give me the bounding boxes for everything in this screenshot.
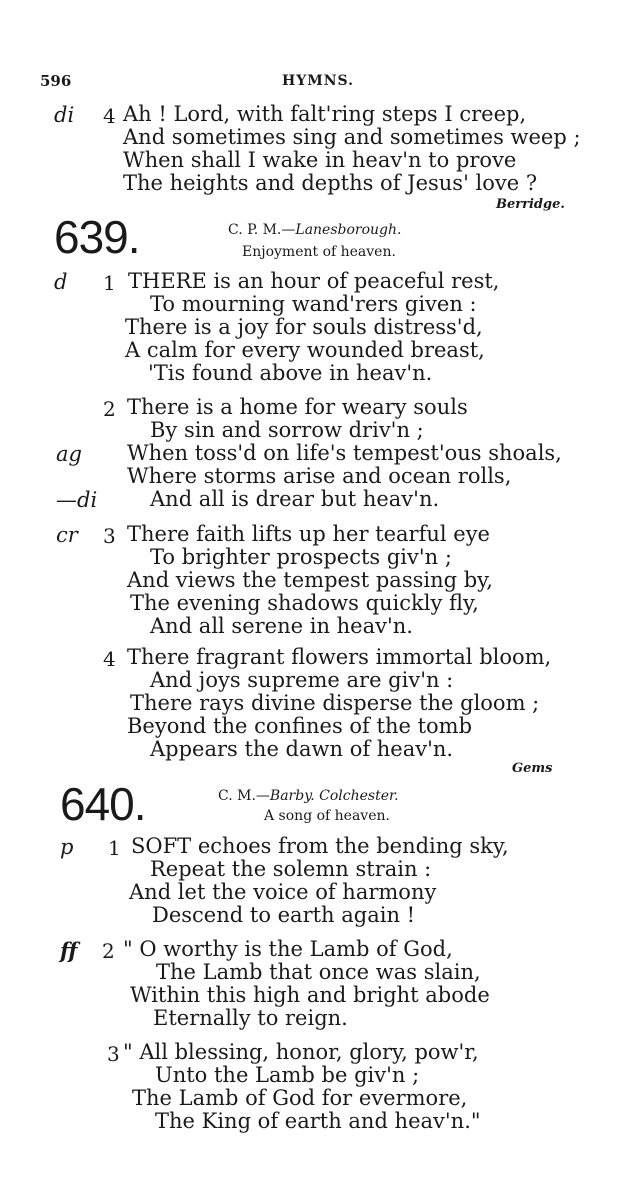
author-attribution: Gems (512, 761, 553, 776)
verse-line: There is a home for weary souls (127, 395, 468, 419)
verse-line: There fragrant flowers immortal bloom, (127, 645, 552, 669)
hymn-meter (218, 788, 399, 804)
verse-line: Repeat the solemn strain : (150, 857, 432, 881)
verse-line: By sin and sorrow driv'n ; (150, 418, 424, 442)
dynamic-mark: d (54, 270, 68, 294)
verse-line: SOFT echoes from the bending sky, (131, 834, 509, 858)
dynamic-mark: ff (60, 938, 78, 963)
verse-number: 2 (102, 939, 115, 963)
verse-line: " O worthy is the Lamb of God, (123, 937, 453, 961)
verse-number: 4 (103, 104, 116, 128)
verse-line: Unto the Lamb be giv'n ; (155, 1063, 420, 1087)
author-attribution: Berridge. (496, 197, 565, 212)
hymn-number: 640. (60, 778, 146, 830)
hymn-meter (228, 222, 401, 238)
verse-number: 3 (107, 1042, 120, 1066)
verse-number: 3 (103, 524, 116, 548)
tune-name: Barby. Colchester. (269, 788, 399, 804)
meter-text: C. M.— (218, 788, 270, 804)
verse-line: The King of earth and heav'n." (155, 1109, 481, 1133)
verse-line: And all serene in heav'n. (150, 614, 413, 638)
verse-line: To brighter prospects giv'n ; (150, 545, 452, 569)
verse-line: " All blessing, honor, glory, pow'r, (123, 1040, 479, 1064)
verse-line: The Lamb of God for evermore, (132, 1086, 468, 1110)
verse-number: 1 (108, 836, 121, 860)
verse-number: 1 (103, 271, 116, 295)
verse-line: And let the voice of harmony (129, 880, 437, 904)
verse-line: When toss'd on life's tempest'ous shoals, (127, 441, 562, 465)
verse-line: Eternally to reign. (153, 1006, 348, 1030)
verse-line: 'Tis found above in heav'n. (148, 361, 433, 385)
verse-line: And joys supreme are giv'n : (150, 668, 454, 692)
verse-line: There rays divine disperse the gloom ; (130, 691, 540, 715)
verse-line: A calm for every wounded breast, (125, 338, 485, 362)
dynamic-mark: cr (56, 523, 78, 547)
verse-line: There faith lifts up her tearful eye (127, 522, 490, 546)
verse-line: Within this high and bright abode (130, 983, 490, 1007)
verse-line: Ah ! Lord, with falt'ring steps I creep, (123, 102, 527, 126)
hymn-topic: A song of heaven. (264, 808, 390, 824)
verse-line: Appears the dawn of heav'n. (150, 737, 454, 761)
dynamic-mark: —di (56, 488, 98, 512)
verse-line: And views the tempest passing by, (127, 568, 493, 592)
page-number: 596 (40, 72, 72, 90)
dynamic-mark: p (60, 835, 74, 859)
verse-line: Beyond the confines of the tomb (127, 714, 473, 738)
verse-line: The evening shadows quickly fly, (130, 591, 479, 615)
meter-text: C. P. M.— (228, 222, 296, 238)
verse-line: There is a joy for souls distress'd, (125, 315, 483, 339)
verse-line: THERE is an hour of peaceful rest, (128, 269, 500, 293)
verse-line: And all is drear but heav'n. (150, 487, 440, 511)
verse-line: To mourning wand'rers given : (150, 292, 477, 316)
tune-name: Lanesborough. (295, 222, 402, 238)
verse-number: 4 (103, 647, 116, 671)
running-head: HYMNS. (282, 73, 355, 89)
hymn-topic: Enjoyment of heaven. (242, 244, 396, 260)
verse-line: When shall I wake in heav'n to prove (123, 148, 517, 172)
hymn-number: 639. (54, 211, 140, 263)
dynamic-mark: ag (56, 442, 82, 466)
verse-number: 2 (103, 397, 116, 421)
dynamic-mark: di (54, 103, 75, 127)
verse-line: The Lamb that once was slain, (156, 960, 481, 984)
verse-line: The heights and depths of Jesus' love ? (123, 171, 538, 195)
verse-line: Descend to earth again ! (152, 903, 416, 927)
verse-line: Where storms arise and ocean rolls, (127, 464, 512, 488)
verse-line: And sometimes sing and sometimes weep ; (123, 125, 581, 149)
